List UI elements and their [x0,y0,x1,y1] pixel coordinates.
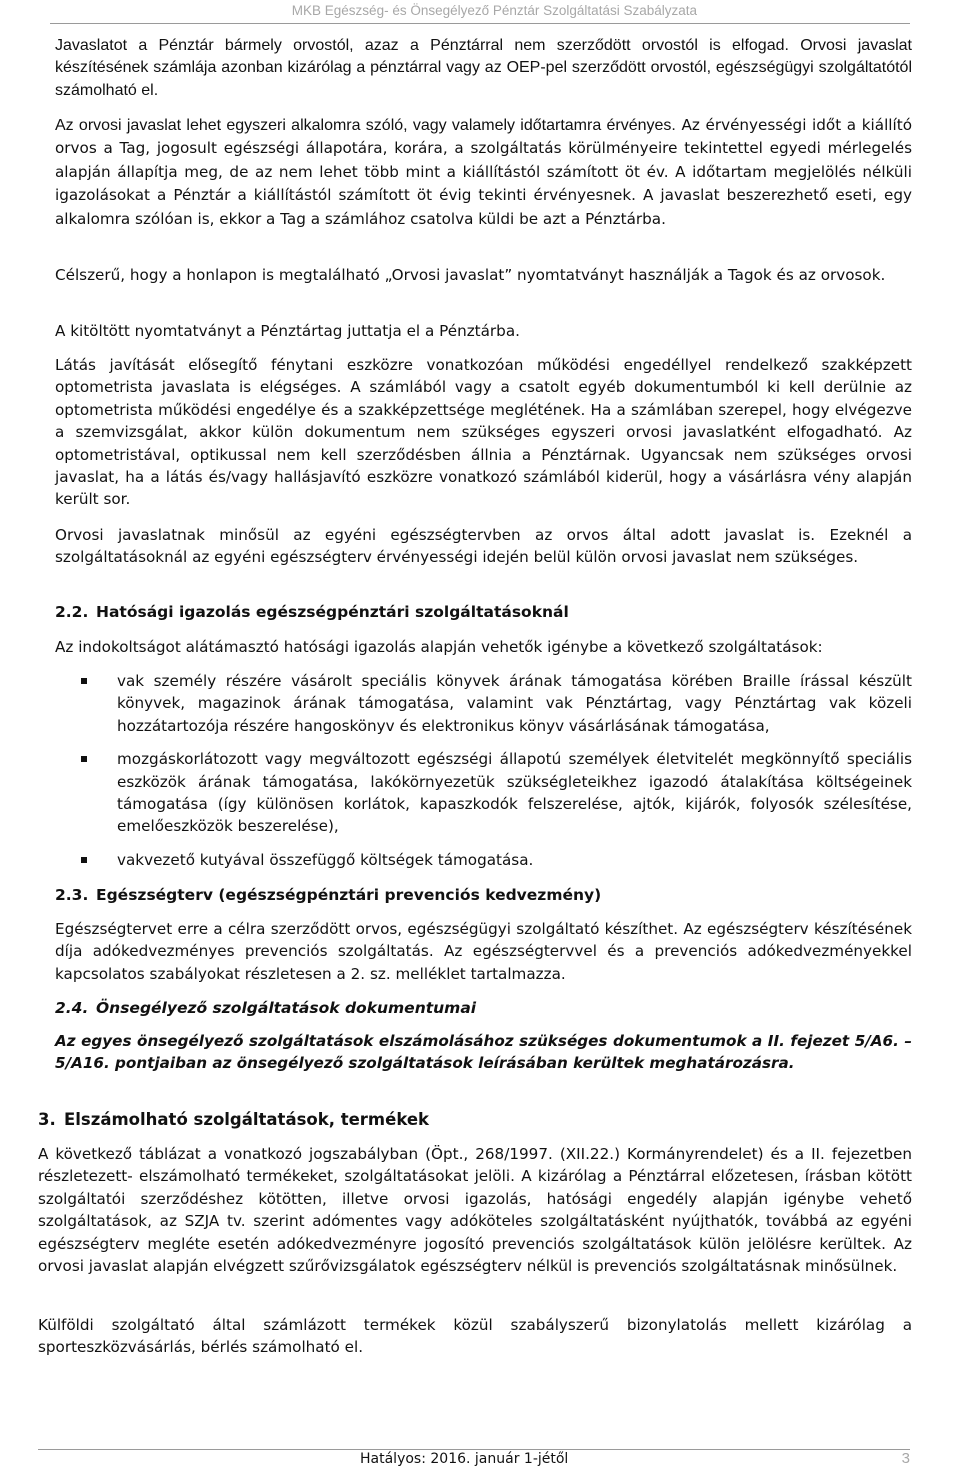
list-item [55,748,912,838]
paragraph-optometrist: Látás javítását elősegítő fénytani eszközre vonatkozóan működési engedéllyel rendelkező szakképzett optometrista javaslata is elégséges. A számlából vagy a csatolt egyéb dokumentumból ki kell derülnie az optometrista működési engedélye és a szakképzettsége meglétének. Ha a számlában szerepel, hogy elvégezve a szemvizsgálat, akkor külön dokumentum nem szükséges egyszeri orvosi javaslatként elfogadható. Az optometristával, optikussal nem kell szerződésben állnia a Pénztárnak. Ugyancsak nem szükséges orvosi javaslat, ha a látás és/vagy hallásjavító eszközre vonatkozó számlából kiderül, hogy a vásárlásra vény alapján került sor. [55,356,912,509]
list-item-text: vak személy részére vásárolt speciális könyvek árának támogatása körében Braille írással készült könyvek, magazinok árának támogatása, valamint vak Pénztártag, vagy Pénztártag vak közeli hozzátartozója részére hangoskönyv és elektronikus könyv vásárlásának támogatása, [117,672,912,735]
section-2-2-intro: Az indokoltságot alátámasztó hatósági igazolás alapján vehetők igénybe a következő szolgáltatások: [55,638,823,656]
section-number: 2.4. [55,999,89,1017]
section-number: 3. [38,1110,56,1129]
list-item-text: vakvezető kutyával összefüggő költségek támogatása. [117,850,534,869]
paragraph-health-plan-recommendation: Orvosi javaslatnak minősül az egyéni egészségtervben az orvos által adott javaslat is. Ezeknél a szolgáltatásoknál az egyéni egészségterv érvényességi idején belül külön orvosi javaslat nem szükséges. [55,526,912,567]
section-heading-2-2 [55,601,569,623]
effective-date: Hatályos: 2016. január 1-jétől [360,1451,569,1467]
bullet-square-icon [81,857,87,863]
page-header-title: MKB Egészség- és Önsegélyező Pénztár Szolgáltatási Szabályzata [291,3,697,18]
section-heading-2-3 [55,884,601,906]
bullet-square-icon [81,678,87,684]
section-title: Önsegélyező szolgáltatások dokumentumai [96,999,477,1017]
bullet-square-icon [81,756,87,762]
validity-lead-sentence: Az orvosi javaslat lehet egyszeri alkalomra szóló, vagy valamely időtartamra érvényes. [55,117,676,134]
section-title: Elszámolható szolgáltatások, termékek [64,1110,430,1129]
section-3-paragraph-2: Külföldi szolgáltató által számlázott termékek közül szabályszerű bizonylatolás mellett kizárólag a sporteszközvásárlás, bérlés számolható el. [38,1316,912,1357]
header-divider [50,23,910,24]
section-heading-2-4 [55,997,476,1019]
section-number: 2.2. [55,603,89,621]
paragraph-recommendation-acceptance: Javaslatot a Pénztár bármely orvostól, azaz a Pénztárral nem szerződött orvostól is elfogad. Orvosi javaslat készítésének számlája azonban kizárólag a pénztárral vagy az OEP-pel szerződött orvostól, egészségügyi szolgáltatótól számolható el. [55,37,912,99]
footer-divider [38,1449,910,1450]
validity-detail: Az érvényességi időt a kiállító orvos a Tag, jogosult egészségi állapotára, korára, a szolgáltatás körülményeire tekintettel egyedi mérlegelés alapján állapítja meg, de az nem lehet több mint a kiállítástól számított öt év. A időtartam megjelölés nélküli igazolásokat a Pénztár a kiállítástól számított öt évig tekinti érvényesnek. A javaslat beszerezhető eseti, egy alkalomra szólóan is, ekkor a Tag a számlához csatolva küldi be azt a Pénztárba. [55,116,912,228]
list-item-text: mozgáskorlátozott vagy megváltozott egészségi állapotú személyek életvitelét megkönnyítő speciális eszközök árának támogatása, lakókörnyezetük szükségleteikhez igazodó átalakítása költségeinek támogatása (így különösen korlátok, kapaszkodók felszerelése, ajtók, kijárók, folyosók szélesítése, emelőeszközök beszerelése), [117,750,912,836]
authority-certificate-list [55,670,912,871]
section-3-paragraph-1: A következő táblázat a vonatkozó jogszabályban (Öpt., 268/1997. (XII.22.) Kormányrendelet) és a II. fejezetben részletezett- elszámolható termékeket, szolgáltatásokat jelöli. A kizárólag a Pénztárral előzetesen, írásban kötött szolgáltatói szerződéshez kötötten, illetve orvosi igazolás, hatósági engedély alapján igénybe vehető szolgáltatások, az SZJA tv. szerint adómentes vagy adóköteles szolgáltatásként nyújthatók, továbbá az egyéni egészségterv megléte esetén adókedvezményre jogosító prevenciós szolgáltatások külön jelölésre kerültek. Az orvosi javaslat alapján elvégzett szűrővizsgálatok egészségterv nélkül is prevenciós szolgáltatásnak minősülnek. [38,1145,912,1276]
list-item [55,670,912,737]
section-heading-3 [38,1109,429,1131]
paragraph-form-submission: A kitöltött nyomtatványt a Pénztártag juttatja el a Pénztárba. [55,322,520,340]
paragraph-validity [55,114,912,231]
page-number: 3 [901,1450,910,1467]
list-item [55,849,912,871]
paragraph-form-usage: Célszerű, hogy a honlapon is megtalálható „Orvosi javaslat” nyomtatványt használják a Tagok és az orvosok. [55,266,886,284]
section-title: Hatósági igazolás egészségpénztári szolgáltatásoknál [96,603,569,621]
section-number: 2.3. [55,886,89,904]
section-2-3-text: Egészségtervet erre a célra szerződött orvos, egészségügyi szolgáltató készíthet. Az egészségterv készítésének díja adókedvezményes prevenciós szolgáltatás. Az egészségtervvel és a prevenciós adókedvezményekkel kapcsolatos szabályokat részletesen a 2. sz. melléklet tartalmazza. [55,920,912,983]
section-title: Egészségterv (egészségpénztári prevenciós kedvezmény) [96,886,602,904]
section-2-4-text: Az egyes önsegélyező szolgáltatások elszámolásához szükséges dokumentumok a II. fejezet 5/A6. – 5/A16. pontjaiban az önsegélyező szolgáltatások leírásában kerültek meghatározásra. [55,1032,912,1073]
